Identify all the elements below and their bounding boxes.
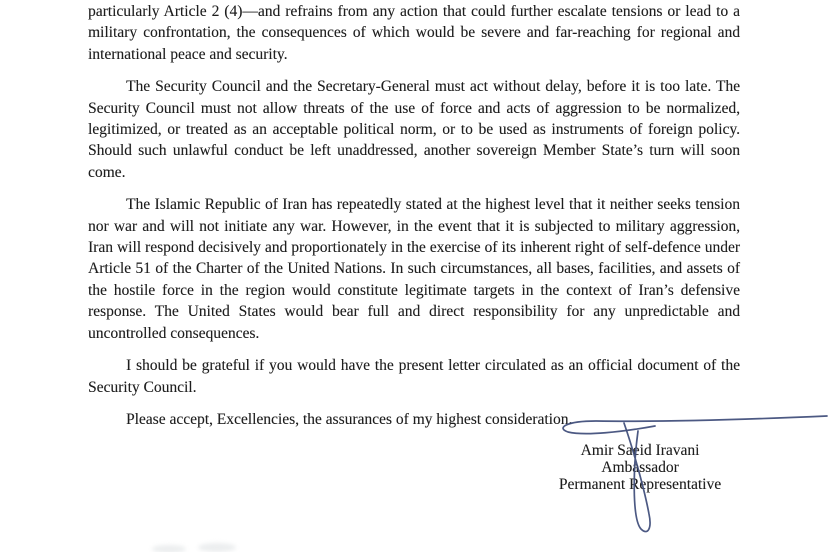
signatory-title: Ambassador <box>601 459 679 476</box>
scan-artifact <box>198 543 236 552</box>
signatory-role: Permanent Representative <box>558 476 722 493</box>
letter-closing-paragraph: Please accept, Excellencies, the assurances of my highest consideration. <box>126 410 573 428</box>
signatory-name: Amir Saeid Iravani <box>580 442 700 459</box>
signature-block <box>530 442 750 493</box>
letter-paragraph-continuation: particularly Article 2 (4)—and refrains from any action that could further escalate tensions or lead to a military confrontation, the consequences of which would be severe and far-reaching for regional and international peace and security. <box>88 3 740 63</box>
scan-artifact <box>152 545 186 552</box>
letter-paragraph: I should be grateful if you would have the present letter circulated as an official document of the Security Council. <box>88 357 740 396</box>
letter-paragraph: The Islamic Republic of Iran has repeatedly stated at the highest level that it neither seeks tension nor war and will not initiate any war. However, in the event that it is subjected to military aggression, Iran will respond decisively and proportionately in the exercise of its inherent right of self-defence under Article 51 of the Charter of the United Nations. In such circumstances, all bases, facilities, and assets of the hostile force in the region would constitute legitimate targets in the context of Iran’s defensive response. The United States would bear full and direct responsibility for any unpredictable and uncontrolled consequences. <box>88 196 740 342</box>
letter-body <box>88 1 740 441</box>
letter-paragraph: The Security Council and the Secretary-General must act without delay, before it is too late. The Security Council must not allow threats of the use of force and acts of aggression to be normalized, legitimized, or treated as an acceptable political norm, or to be used as instruments of foreign policy. Should such unlawful conduct be left unaddressed, another sovereign Member State’s turn will soon come. <box>88 78 740 181</box>
